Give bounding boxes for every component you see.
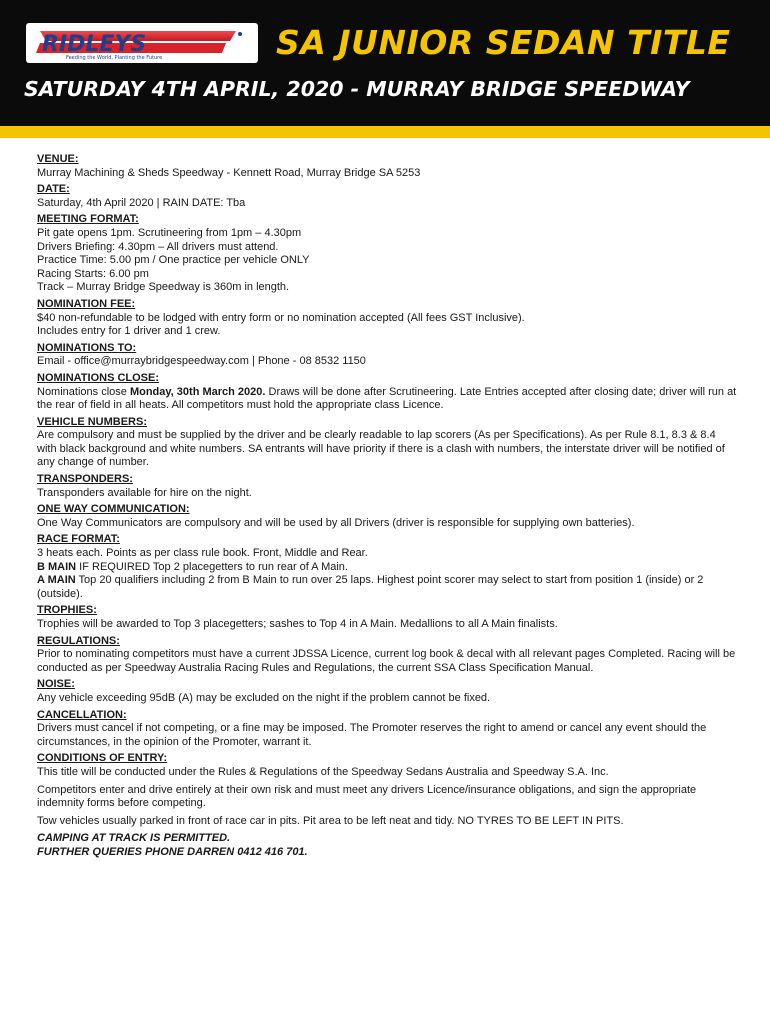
transponders-text: Transponders available for hire on the night. (37, 486, 252, 499)
section-nomination-fee (37, 298, 737, 339)
section-trophies (37, 604, 737, 631)
section-title: TROPHIES: (37, 604, 97, 617)
b-main-label: B MAIN (37, 560, 77, 573)
meeting-line: Drivers Briefing: 4.30pm – All drivers must attend. (37, 240, 279, 253)
camping-note: CAMPING AT TRACK IS PERMITTED. (37, 832, 231, 845)
section-title: CANCELLATION: (37, 708, 127, 721)
section-meeting-format (37, 213, 737, 295)
section-title: REGULATIONS: (37, 634, 120, 647)
b-main-line (37, 561, 737, 575)
yellow-stripe (0, 126, 770, 138)
conditions-p3: Tow vehicles usually parked in front of race car in pits. Pit area to be left neat and tidy. NO TYRES TO BE LEFT IN PITS. (37, 814, 624, 827)
section-race-format (37, 533, 737, 601)
nominations-close-text (37, 386, 737, 413)
section-cancellation (37, 709, 737, 750)
section-one-way-communication (37, 503, 737, 530)
queries-note: FURTHER QUERIES PHONE DARREN 0412 416 701. (37, 845, 308, 858)
event-title: SA JUNIOR SEDAN TITLE (276, 23, 731, 62)
section-title: ONE WAY COMMUNICATION: (37, 503, 190, 516)
trophies-text: Trophies will be awarded to Top 3 placegetters; sashes to Top 4 in A Main. Medallions to all A Main finalists. (37, 618, 558, 630)
b-main-text: IF REQUIRED Top 2 placegetters to run rear of A Main. (76, 560, 348, 573)
section-title: VENUE: (37, 153, 79, 165)
section-title: NOMINATIONS CLOSE: (37, 371, 160, 384)
event-header (0, 0, 770, 138)
noise-text: Any vehicle exceeding 95dB (A) may be excluded on the night if the problem cannot be fixed. (37, 691, 491, 704)
section-title: CONDITIONS OF ENTRY: (37, 752, 168, 765)
section-title: MEETING FORMAT: (37, 213, 139, 226)
fee-line: Includes entry for 1 driver and 1 crew. (37, 325, 221, 338)
nominations-contact: Email - office@murraybridgespeedway.com | Phone - 08 8532 1150 (37, 355, 366, 368)
vehicle-numbers-text: Are compulsory and must be supplied by the driver and be clearly readable to lap scorers (As per Specifications). As per Rule 8.1, 8.3 & 8.4 with black background and white numbers. SA entrants will have priority if there is a clash with numbers, the interstate driver will be notified of any change of number. (37, 429, 725, 469)
conditions-p1: This title will be conducted under the Rules & Regulations of the Speedway Sedans Australia and Speedway S.A. Inc. (37, 765, 609, 778)
close-rest: Draws will be done after Scrutineering. Late Entries accepted after closing date; driver will run at the rear of field in all heats. All competitors must hold the appropriate class Licence. (37, 385, 737, 412)
section-title: NOMINATIONS TO: (37, 341, 137, 354)
section-transponders (37, 473, 737, 500)
meeting-line: Pit gate opens 1pm. Scrutineering from 1pm – 4.30pm (37, 226, 302, 239)
section-date (37, 183, 737, 210)
fee-line: $40 non-refundable to be lodged with entry form or no nomination accepted (All fees GST Inclusive). (37, 311, 525, 324)
section-title: VEHICLE NUMBERS: (37, 415, 148, 428)
section-title: DATE: (37, 183, 70, 196)
logo-tagline: Feeding the World, Planting the Future (66, 55, 163, 61)
ridleys-logo (26, 23, 258, 63)
one-way-text: One Way Communicators are compulsory and will be used by all Drivers (driver is responsible for supplying own batteries). (37, 516, 635, 529)
section-title: TRANSPONDERS: (37, 473, 133, 486)
a-main-line (37, 574, 737, 601)
logo-wordmark: RIDLEYS (42, 32, 147, 57)
section-noise (37, 678, 737, 705)
section-vehicle-numbers (37, 416, 737, 470)
section-nominations-close (37, 372, 737, 413)
a-main-label: A MAIN (37, 574, 76, 587)
close-prefix: Nominations close (37, 385, 130, 398)
section-title: NOISE: (37, 678, 75, 691)
conditions-p2: Competitors enter and drive entirely at their own risk and must meet any drivers Licence/insurance obligations, and sign the appropriate indemnity forms before competing. (37, 783, 697, 810)
section-nominations-to (37, 342, 737, 369)
section-title: NOMINATION FEE: (37, 297, 136, 310)
meeting-line: Racing Starts: 6.00 pm (37, 267, 149, 280)
close-date: Monday, 30th March 2020. (129, 385, 266, 398)
ridleys-logo-graphic (26, 23, 258, 63)
meeting-line: Practice Time: 5.00 pm / One practice per vehicle ONLY (37, 254, 310, 267)
event-details (37, 153, 737, 863)
event-subtitle: SATURDAY 4TH APRIL, 2020 - MURRAY BRIDGE SPEEDWAY (24, 77, 690, 101)
section-closing (37, 832, 737, 859)
a-main-text: Top 20 qualifiers including 2 from B Main to run over 25 laps. Highest point scorer may select to start from position 1 (inside) or 2 (outside). (37, 574, 704, 600)
meeting-line: Track – Murray Bridge Speedway is 360m in length. (37, 281, 290, 294)
cancellation-text: Drivers must cancel if not competing, or a fine may be imposed. The Promoter reserves the right to amend or cancel any event should the circumstances, in the opinion of the Promoter, warrant it. (37, 722, 707, 748)
date-text: Saturday, 4th April 2020 | RAIN DATE: Tba (37, 196, 246, 209)
section-regulations (37, 635, 737, 676)
venue-text: Murray Machining & Sheds Speedway - Kennett Road, Murray Bridge SA 5253 (37, 166, 421, 179)
race-format-line: 3 heats each. Points as per class rule book. Front, Middle and Rear. (37, 547, 368, 560)
section-conditions-of-entry (37, 752, 737, 828)
section-title: RACE FORMAT: (37, 533, 120, 546)
regulations-text: Prior to nominating competitors must have a current JDSSA Licence, current log book & decal with all relevant pages Completed. Racing will be conducted as per Speedway Australia Racing Rules and Regulations, the current SSA Class Specification Manual. (37, 648, 736, 674)
section-venue (37, 153, 737, 180)
